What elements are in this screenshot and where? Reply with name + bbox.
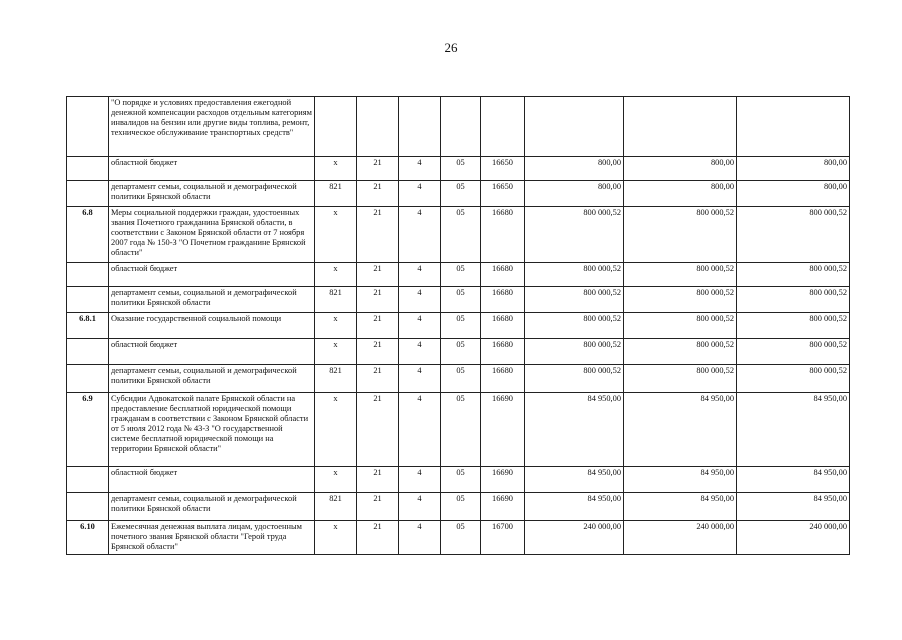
table-row — [67, 313, 850, 339]
cell-subprogram-code: 4 — [399, 263, 441, 287]
table-row — [67, 157, 850, 181]
cell-subprogram-code: 4 — [399, 493, 441, 521]
cell-program-code: 21 — [357, 263, 399, 287]
cell-amount-year-3: 84 950,00 — [737, 493, 850, 521]
cell-row-number — [67, 287, 109, 313]
cell-program-code: 21 — [357, 181, 399, 207]
cell-subprogram-code: 4 — [399, 287, 441, 313]
cell-item-name: департамент семьи, социальной и демографической политики Брянской области — [109, 365, 315, 393]
cell-row-number: 6.8 — [67, 207, 109, 263]
cell-direction-code: 16650 — [481, 157, 525, 181]
cell-main-event-code: 05 — [441, 365, 481, 393]
cell-amount-year-2: 84 950,00 — [624, 467, 737, 493]
cell-amount-year-3: 84 950,00 — [737, 467, 850, 493]
cell-program-code: 21 — [357, 287, 399, 313]
cell-item-name: департамент семьи, социальной и демографической политики Брянской области — [109, 287, 315, 313]
cell-program-code: 21 — [357, 467, 399, 493]
cell-program-code: 21 — [357, 521, 399, 555]
cell-administrator-code: х — [315, 521, 357, 555]
table-row — [67, 287, 850, 313]
cell-amount-year-1 — [525, 97, 624, 157]
cell-amount-year-2: 800 000,52 — [624, 365, 737, 393]
cell-program-code — [357, 97, 399, 157]
cell-main-event-code: 05 — [441, 521, 481, 555]
cell-subprogram-code — [399, 97, 441, 157]
budget-table — [66, 96, 850, 555]
cell-item-name: областной бюджет — [109, 263, 315, 287]
cell-administrator-code: 821 — [315, 493, 357, 521]
cell-subprogram-code: 4 — [399, 365, 441, 393]
cell-direction-code: 16650 — [481, 181, 525, 207]
cell-row-number — [67, 97, 109, 157]
cell-main-event-code: 05 — [441, 287, 481, 313]
cell-direction-code: 16680 — [481, 287, 525, 313]
cell-amount-year-2: 800 000,52 — [624, 207, 737, 263]
cell-amount-year-1: 800 000,52 — [525, 339, 624, 365]
cell-direction-code: 16690 — [481, 493, 525, 521]
cell-administrator-code: 821 — [315, 181, 357, 207]
cell-administrator-code: 821 — [315, 287, 357, 313]
cell-main-event-code: 05 — [441, 313, 481, 339]
table-row — [67, 467, 850, 493]
cell-administrator-code — [315, 97, 357, 157]
cell-amount-year-1: 240 000,00 — [525, 521, 624, 555]
cell-item-name: областной бюджет — [109, 157, 315, 181]
table-body — [67, 97, 850, 555]
cell-program-code: 21 — [357, 339, 399, 365]
page-bottom-edge — [0, 621, 902, 622]
cell-amount-year-1: 800 000,52 — [525, 207, 624, 263]
cell-subprogram-code: 4 — [399, 207, 441, 263]
cell-main-event-code: 05 — [441, 339, 481, 365]
cell-item-name: Субсидии Адвокатской палате Брянской области на предоставление бесплатной юридической помощи гражданам в соответствии с Законом Брянской области от 5 июля 2012 года № 43-З "О государственной системе бесплатной юридической помощи на территории Брянской области" — [109, 393, 315, 467]
cell-item-name: Меры социальной поддержки граждан, удостоенных звания Почетного гражданина Брянской области, в соответствии с Законом Брянской области от 7 ноября 2007 года № 150-З "О Почетном гражданине Брянской области" — [109, 207, 315, 263]
cell-amount-year-3: 800,00 — [737, 181, 850, 207]
cell-amount-year-2: 240 000,00 — [624, 521, 737, 555]
cell-row-number — [67, 263, 109, 287]
cell-subprogram-code: 4 — [399, 157, 441, 181]
table-row — [67, 493, 850, 521]
cell-amount-year-1: 800 000,52 — [525, 313, 624, 339]
cell-direction-code: 16680 — [481, 263, 525, 287]
table-row — [67, 207, 850, 263]
cell-direction-code: 16700 — [481, 521, 525, 555]
cell-row-number: 6.10 — [67, 521, 109, 555]
cell-program-code: 21 — [357, 493, 399, 521]
cell-amount-year-2: 84 950,00 — [624, 393, 737, 467]
table-row — [67, 263, 850, 287]
table-row — [67, 181, 850, 207]
cell-item-name: Оказание государственной социальной помощи — [109, 313, 315, 339]
cell-amount-year-2: 800 000,52 — [624, 287, 737, 313]
cell-amount-year-2: 800 000,52 — [624, 313, 737, 339]
cell-row-number: 6.8.1 — [67, 313, 109, 339]
cell-amount-year-3: 800 000,52 — [737, 207, 850, 263]
cell-direction-code: 16680 — [481, 339, 525, 365]
cell-direction-code: 16690 — [481, 467, 525, 493]
cell-amount-year-1: 800,00 — [525, 157, 624, 181]
cell-subprogram-code: 4 — [399, 181, 441, 207]
cell-program-code: 21 — [357, 313, 399, 339]
cell-administrator-code: х — [315, 467, 357, 493]
cell-subprogram-code: 4 — [399, 313, 441, 339]
cell-amount-year-3: 800 000,52 — [737, 339, 850, 365]
cell-amount-year-1: 800 000,52 — [525, 287, 624, 313]
cell-item-name: областной бюджет — [109, 339, 315, 365]
cell-main-event-code: 05 — [441, 207, 481, 263]
cell-main-event-code — [441, 97, 481, 157]
cell-program-code: 21 — [357, 393, 399, 467]
cell-program-code: 21 — [357, 157, 399, 181]
cell-amount-year-2 — [624, 97, 737, 157]
cell-direction-code — [481, 97, 525, 157]
cell-amount-year-2: 800,00 — [624, 157, 737, 181]
cell-main-event-code: 05 — [441, 393, 481, 467]
cell-direction-code: 16680 — [481, 313, 525, 339]
table-row — [67, 339, 850, 365]
cell-main-event-code: 05 — [441, 157, 481, 181]
table-row — [67, 365, 850, 393]
cell-administrator-code: х — [315, 393, 357, 467]
cell-amount-year-2: 800 000,52 — [624, 339, 737, 365]
cell-row-number — [67, 493, 109, 521]
cell-item-name: областной бюджет — [109, 467, 315, 493]
cell-direction-code: 16680 — [481, 207, 525, 263]
cell-administrator-code: х — [315, 207, 357, 263]
cell-program-code: 21 — [357, 207, 399, 263]
cell-item-name: департамент семьи, социальной и демографической политики Брянской области — [109, 181, 315, 207]
cell-amount-year-1: 800,00 — [525, 181, 624, 207]
cell-administrator-code: х — [315, 157, 357, 181]
cell-administrator-code: х — [315, 263, 357, 287]
cell-amount-year-1: 800 000,52 — [525, 263, 624, 287]
cell-amount-year-2: 84 950,00 — [624, 493, 737, 521]
cell-amount-year-1: 84 950,00 — [525, 393, 624, 467]
table-row — [67, 393, 850, 467]
cell-administrator-code: 821 — [315, 365, 357, 393]
cell-amount-year-3: 84 950,00 — [737, 393, 850, 467]
cell-row-number: 6.9 — [67, 393, 109, 467]
cell-administrator-code: х — [315, 339, 357, 365]
cell-amount-year-3: 800 000,52 — [737, 313, 850, 339]
cell-amount-year-3: 800 000,52 — [737, 365, 850, 393]
cell-subprogram-code: 4 — [399, 393, 441, 467]
cell-item-name: Ежемесячная денежная выплата лицам, удостоенным почетного звания Брянской области "Герой труда Брянской области" — [109, 521, 315, 555]
cell-subprogram-code: 4 — [399, 521, 441, 555]
page-number: 26 — [444, 40, 458, 55]
cell-program-code: 21 — [357, 365, 399, 393]
table-row — [67, 97, 850, 157]
cell-subprogram-code: 4 — [399, 339, 441, 365]
cell-amount-year-3 — [737, 97, 850, 157]
cell-amount-year-1: 84 950,00 — [525, 493, 624, 521]
cell-item-name: департамент семьи, социальной и демографической политики Брянской области — [109, 493, 315, 521]
cell-amount-year-3: 240 000,00 — [737, 521, 850, 555]
cell-amount-year-3: 800,00 — [737, 157, 850, 181]
cell-row-number — [67, 181, 109, 207]
cell-amount-year-1: 84 950,00 — [525, 467, 624, 493]
cell-main-event-code: 05 — [441, 181, 481, 207]
cell-main-event-code: 05 — [441, 263, 481, 287]
cell-direction-code: 16690 — [481, 393, 525, 467]
cell-amount-year-2: 800,00 — [624, 181, 737, 207]
cell-row-number — [67, 339, 109, 365]
cell-amount-year-2: 800 000,52 — [624, 263, 737, 287]
cell-main-event-code: 05 — [441, 467, 481, 493]
cell-amount-year-3: 800 000,52 — [737, 287, 850, 313]
cell-amount-year-1: 800 000,52 — [525, 365, 624, 393]
cell-subprogram-code: 4 — [399, 467, 441, 493]
cell-row-number — [67, 157, 109, 181]
cell-row-number — [67, 467, 109, 493]
cell-administrator-code: х — [315, 313, 357, 339]
cell-direction-code: 16680 — [481, 365, 525, 393]
cell-row-number — [67, 365, 109, 393]
table-row — [67, 521, 850, 555]
cell-amount-year-3: 800 000,52 — [737, 263, 850, 287]
cell-main-event-code: 05 — [441, 493, 481, 521]
cell-item-name: "О порядке и условиях предоставления ежегодной денежной компенсации расходов отдельным категориям инвалидов на бензин или другие виды топлива, ремонт, техническое обслуживание транспортных средств" — [109, 97, 315, 157]
